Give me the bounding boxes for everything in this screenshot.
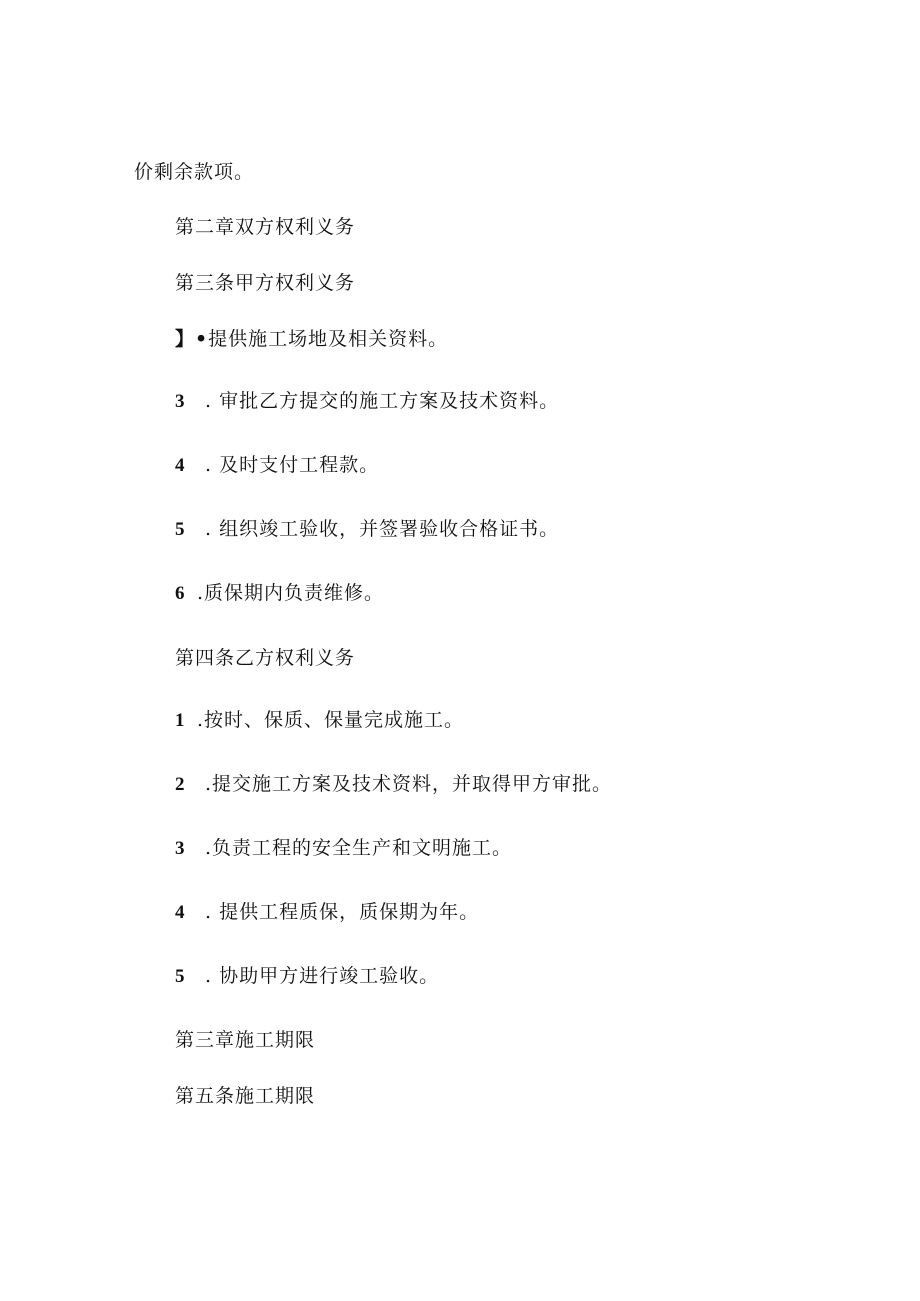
list-item-number: 4 (175, 902, 186, 923)
article-3-item-5 (175, 517, 559, 542)
article-4-item-4 (175, 900, 479, 925)
article-3-heading: 第三条甲方权利义务 (175, 272, 356, 294)
list-item-text: . 审批乙方提交的施工方案及技术资料。 (205, 390, 560, 412)
list-item-number: 3 (175, 391, 186, 412)
list-item-text: . 提供工程质保，质保期为年。 (205, 901, 480, 923)
list-item-number: 6 (175, 583, 186, 604)
list-item-number: 5 (175, 966, 186, 987)
list-item-text: . 及时支付工程款。 (205, 454, 380, 476)
article-4-heading: 第四条乙方权利义务 (175, 647, 356, 669)
article-4-item-2 (175, 772, 612, 797)
list-item-text: .提交施工方案及技术资料，并取得甲方审批。 (205, 773, 613, 795)
article-3-item-6 (175, 581, 384, 606)
list-item-number: 1 (175, 710, 186, 731)
list-item-text: . 协助甲方进行竣工验收。 (205, 965, 440, 987)
list-item-text: 提供施工场地及相关资料。 (208, 328, 449, 350)
list-marker: 】• (175, 328, 209, 350)
list-item-number: 4 (175, 455, 186, 476)
article-4-item-5 (175, 964, 439, 989)
chapter-2-heading: 第二章双方权利义务 (175, 216, 356, 238)
article-3-item-3 (175, 389, 559, 414)
article-3-item-1 (175, 327, 448, 351)
article-3-item-4 (175, 453, 379, 478)
list-item-text: . 组织竣工验收，并签署验收合格证书。 (205, 518, 560, 540)
continuation-text: 价剩余款项。 (134, 161, 255, 183)
article-5-heading: 第五条施工期限 (175, 1085, 316, 1107)
list-item-number: 5 (175, 519, 186, 540)
list-item-text: .质保期内负责维修。 (197, 582, 385, 604)
chapter-3-heading: 第三章施工期限 (175, 1029, 316, 1051)
article-4-item-3 (175, 836, 512, 861)
list-item-text: .按时、保质、保量完成施工。 (197, 709, 465, 731)
article-4-item-1 (175, 708, 464, 733)
list-item-number: 3 (175, 838, 186, 859)
list-item-number: 2 (175, 774, 186, 795)
list-item-text: .负责工程的安全生产和文明施工。 (205, 837, 513, 859)
